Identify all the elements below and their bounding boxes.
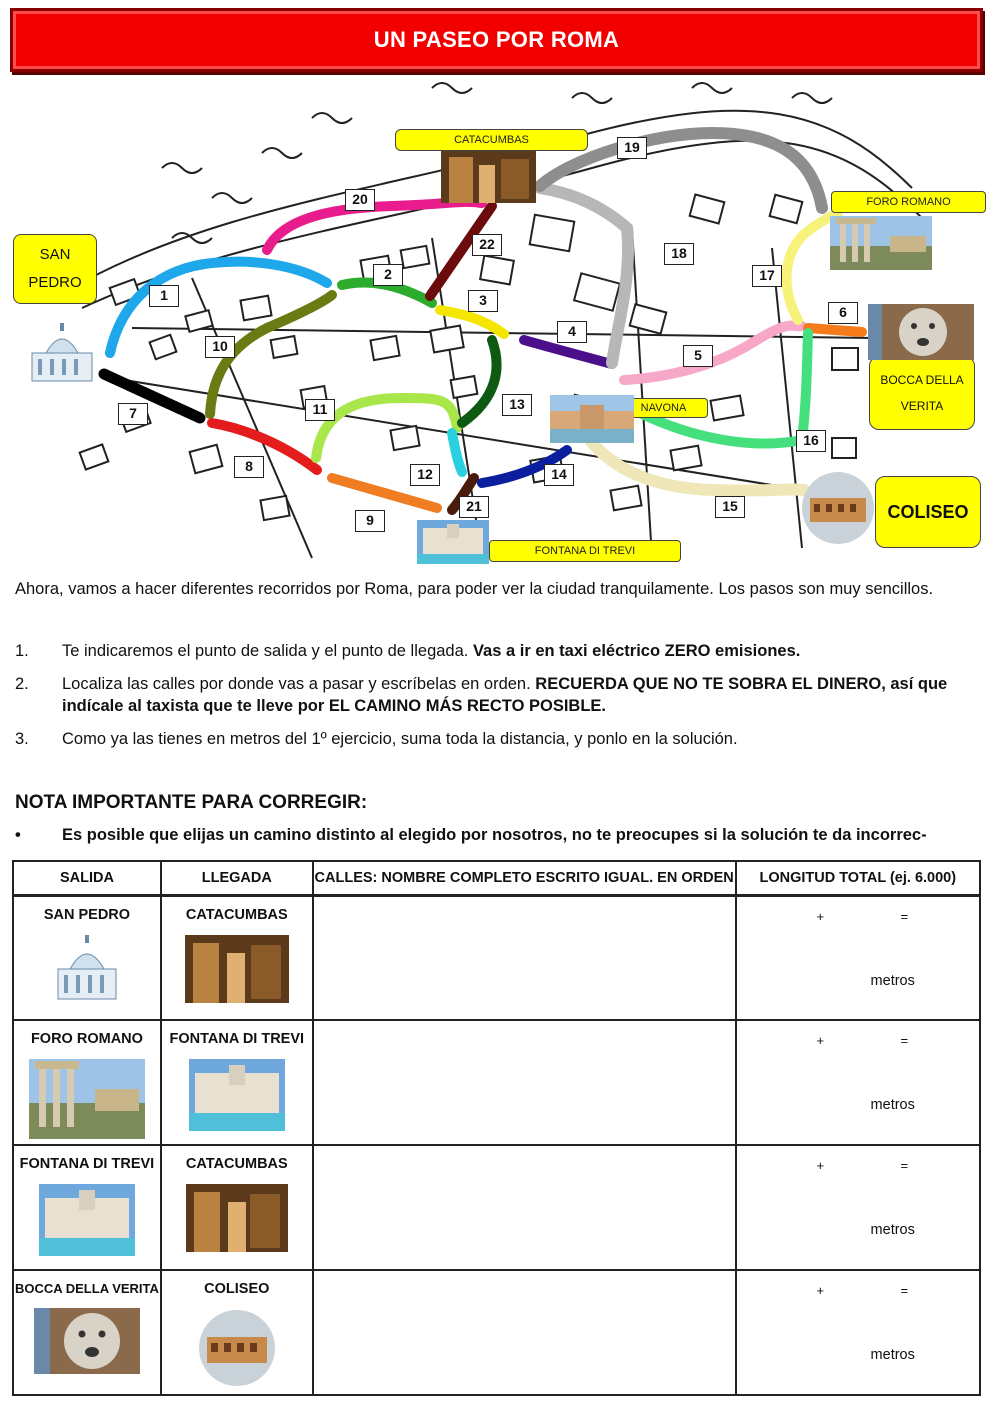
plus-sign: + [816,1158,825,1173]
street-number-14: 14 [544,464,574,486]
table-row [13,1145,980,1270]
street-number-9: 9 [355,510,385,532]
label-coliseo: COLISEO [875,476,981,548]
step-number: 1. [15,642,29,660]
step-number: 3. [15,730,29,748]
step-plain-text: Te indicaremos el punto de salida y el punto de llegada. [62,642,473,660]
label-bocca-line2: VERITA [900,399,944,413]
equals-sign: = [900,908,909,924]
street-number-11: 11 [305,399,335,421]
street-number-17: 17 [752,265,782,287]
bocca-della-verita-image [34,1308,140,1374]
fontana-di-trevi-image [39,1184,135,1256]
catacumbas-photo [441,151,536,203]
salida-cell [13,1145,161,1270]
unit-label: metros [870,1097,915,1113]
street-4 [524,340,612,364]
foro-romano-image [29,1059,145,1139]
label-navona: NAVONA [619,398,708,418]
step-item [15,728,980,750]
street-12 [452,433,462,472]
street-number-15: 15 [715,496,745,518]
unit-label: metros [870,1347,915,1363]
salida-cell [13,1270,161,1395]
street-number-4: 4 [557,321,587,343]
salida-name: FORO ROMANO [30,1031,143,1047]
equals-sign: = [900,1033,909,1048]
steps-list [15,640,980,761]
street-number-18: 18 [664,243,694,265]
step-bold-text: RECUERDA QUE NO TE SOBRA EL DINERO, así que indícale al taxista que te lleve por EL CAMINO MÁS RECTO POSIBLE. [62,675,948,715]
llegada-cell [161,1270,313,1395]
header-salida: SALIDA [13,861,161,895]
catacumbas-image [186,1184,288,1252]
bocca-della-verita-photo [868,304,974,360]
plus-sign: + [816,1033,825,1048]
foro-romano-photo [830,216,932,270]
step-item [15,673,980,717]
nota-text: Es posible que elijas un camino distinto al elegido por nosotros, no te preocupes si la solución te da incorrec- [62,826,927,844]
street-number-7: 7 [118,403,148,425]
equals-sign: = [900,1283,909,1298]
table-row [13,1270,980,1395]
street-6 [808,328,862,332]
street-number-20: 20 [345,189,375,211]
label-foro-romano: FORO ROMANO [831,191,986,213]
street-number-8: 8 [234,456,264,478]
equals-sign: = [900,1158,909,1173]
table-header-row [13,861,980,895]
street-number-3: 3 [468,290,498,312]
longitud-answer-cell[interactable] [736,895,980,1020]
llegada-cell [161,1145,313,1270]
step-text [62,640,800,662]
street-number-12: 12 [410,464,440,486]
label-san-pedro-line1: SAN [39,246,71,263]
label-san-pedro [13,234,97,304]
salida-name: FONTANA DI TREVI [19,1156,155,1172]
intro-paragraph: Ahora, vamos a hacer diferentes recorridos por Roma, para poder ver la ciudad tranquilamente. Los pasos son muy sencillos. [15,580,934,598]
header-calles: CALLES: NOMBRE COMPLETO ESCRITO IGUAL. EN ORDEN [313,861,736,895]
table-row [13,895,980,1020]
calles-answer-cell[interactable] [313,1270,736,1395]
street-number-22: 22 [472,234,502,256]
llegada-name: CATACUMBAS [185,1156,288,1172]
label-san-pedro-line2: PEDRO [28,274,82,291]
nota-bullet-item [15,826,990,845]
street-number-1: 1 [149,285,179,307]
rome-map [12,78,988,572]
calles-answer-cell[interactable] [313,1145,736,1270]
street-number-13: 13 [502,394,532,416]
longitud-answer-cell[interactable] [736,1145,980,1270]
label-fontana-di-trevi: FONTANA DI TREVI [489,540,681,562]
calles-answer-cell[interactable] [313,1020,736,1145]
label-catacumbas: CATACUMBAS [395,129,588,151]
plus-sign: + [816,908,825,924]
step-plain-text: Como ya las tienes en metros del 1º ejercicio, suma toda la distancia, y ponlo en la solución. [62,730,738,748]
step-plain-text: Localiza las calles por donde vas a pasar y escríbelas en orden. [62,675,536,693]
longitud-answer-cell[interactable] [736,1020,980,1145]
calles-answer-cell[interactable] [313,895,736,1020]
coliseo-image [197,1309,277,1387]
step-number: 2. [15,675,29,693]
step-text [62,728,738,750]
plus-sign: + [816,1283,825,1298]
san-pedro-image [54,935,120,1001]
salida-name: BOCCA DELLA VERITA [14,1281,159,1296]
step-item [15,640,980,662]
nota-title: NOTA IMPORTANTE PARA CORREGIR: [15,792,368,813]
fontana-di-trevi-image [189,1059,285,1131]
unit-label: metros [870,972,915,989]
unit-label: metros [870,1222,915,1238]
routes-table [12,860,981,1396]
street-number-21: 21 [459,496,489,518]
llegada-cell [161,1020,313,1145]
salida-name: SAN PEDRO [43,906,131,923]
table-row [13,1020,980,1145]
street-number-6: 6 [828,302,858,324]
label-bocca-della-verita [869,356,975,430]
street-5 [624,326,802,380]
salida-cell [13,1020,161,1145]
san-pedro-photo [26,323,98,383]
llegada-name: CATACUMBAS [185,906,288,923]
salida-cell [13,895,161,1020]
page-title: UN PASEO POR ROMA [10,8,983,72]
llegada-name: FONTANA DI TREVI [169,1031,305,1047]
navona-photo [550,395,634,443]
street-number-2: 2 [373,264,403,286]
street-11 [316,398,457,458]
street-number-19: 19 [617,137,647,159]
street-number-10: 10 [205,336,235,358]
fontana-di-trevi-photo [417,520,489,564]
step-bold-text: Vas a ir en taxi eléctrico ZERO emisiones. [472,642,801,660]
bullet-icon: • [15,826,21,844]
header-longitud: LONGITUD TOTAL (ej. 6.000) [736,861,980,895]
llegada-cell [161,895,313,1020]
street-number-16: 16 [796,430,826,452]
coliseo-photo [800,470,876,546]
label-bocca-line1: BOCCA DELLA [880,373,964,387]
llegada-name: COLISEO [204,1281,270,1297]
street-number-5: 5 [683,345,713,367]
longitud-answer-cell[interactable] [736,1270,980,1395]
step-text [62,673,980,717]
header-llegada: LLEGADA [161,861,313,895]
catacumbas-image [185,935,289,1003]
